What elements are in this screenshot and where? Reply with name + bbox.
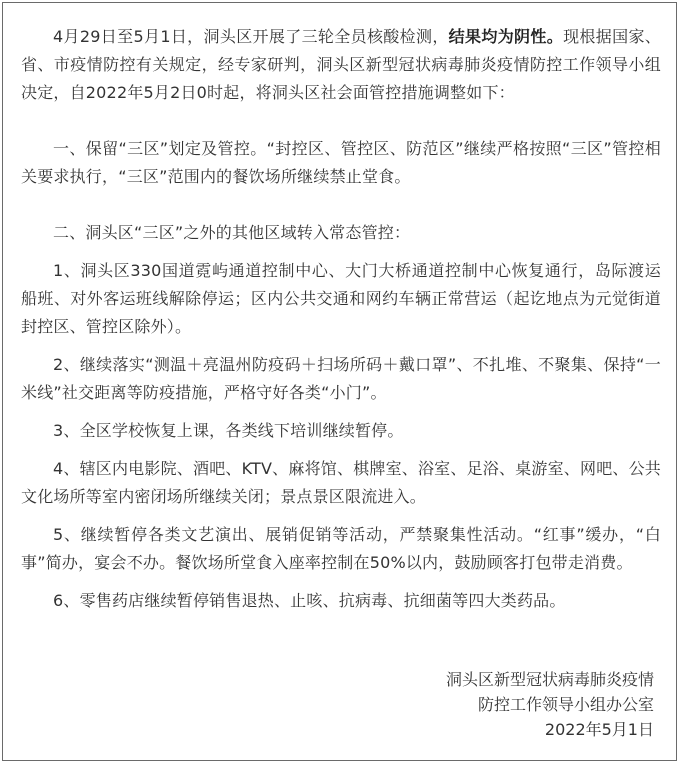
measure-item-5: 5、继续暂停各类文艺演出、展销促销等活动，严禁聚集性活动。“红事”缓办，“白事”简办，宴会不办。餐饮场所堂食入座率控制在50%以内，鼓励顾客打包带走消费。 <box>21 525 661 572</box>
intro-text-1: 4月29日至5月1日，洞头区开展了三轮全员核酸检测， <box>53 27 449 46</box>
measure-item-2: 2、继续落实“测温＋亮温州防疫码＋扫场所码＋戴口罩”、不扎堆、不聚集、保持“一米线”社交距离等防疫措施，严格守好各类“小门”。 <box>21 355 661 402</box>
spacer <box>21 445 661 455</box>
section-1-paragraph: 一、保留“三区”划定及管控。“封控区、管控区、防范区”继续严格按照“三区”管控相关要求执行，“三区”范围内的餐饮场所继续禁止堂食。 <box>21 139 661 186</box>
measure-item-6: 6、零售药店继续暂停销售退热、止咳、抗病毒、抗细菌等四大类药品。 <box>53 591 566 610</box>
measure-item-1: 1、洞头区330国道霓屿通道控制中心、大门大桥通道控制中心恢复通行，岛际渡运船班、对外客运班线解除停运；区内公共交通和网约车辆正常营运（起讫地点为元觉街道封控区、管控区除外）。 <box>21 261 661 336</box>
spacer <box>21 511 661 521</box>
notice-frame <box>2 2 677 761</box>
measure-item-4: 4、辖区内电影院、酒吧、KTV、麻将馆、棋牌室、浴室、足浴、桌游室、网吧、公共文化场所等室内密闭场所继续关闭；景点景区限流进入。 <box>21 459 661 506</box>
spacer <box>21 191 661 219</box>
signature-org-line-2: 防控工作领导小组办公室 <box>477 695 654 714</box>
spacer <box>21 577 661 587</box>
signature-org-line-1: 洞头区新型冠状病毒肺炎疫情 <box>445 670 654 689</box>
notice-body <box>21 23 661 615</box>
spacer <box>21 247 661 257</box>
signature-date: 2022年5月1日 <box>544 720 654 739</box>
signature-block <box>446 667 654 742</box>
section-2-heading: 二、洞头区“三区”之外的其他区域转入常态管控： <box>53 223 411 242</box>
spacer <box>21 407 661 417</box>
spacer <box>21 107 661 135</box>
measure-item-3: 3、全区学校恢复上课，各类线下培训继续暂停。 <box>53 421 404 440</box>
intro-paragraph <box>21 23 661 107</box>
spacer <box>21 341 661 351</box>
intro-text-2: 现根据国家、省、市疫情防控有关规定，经专家研判，洞头区新型冠状病毒肺炎疫情防控工作领导小组决定，自2022年5月2日0时起，将洞头区社会面管控措施调整如下： <box>21 27 661 102</box>
intro-result-highlight: 结果均为阴性。 <box>448 27 564 46</box>
